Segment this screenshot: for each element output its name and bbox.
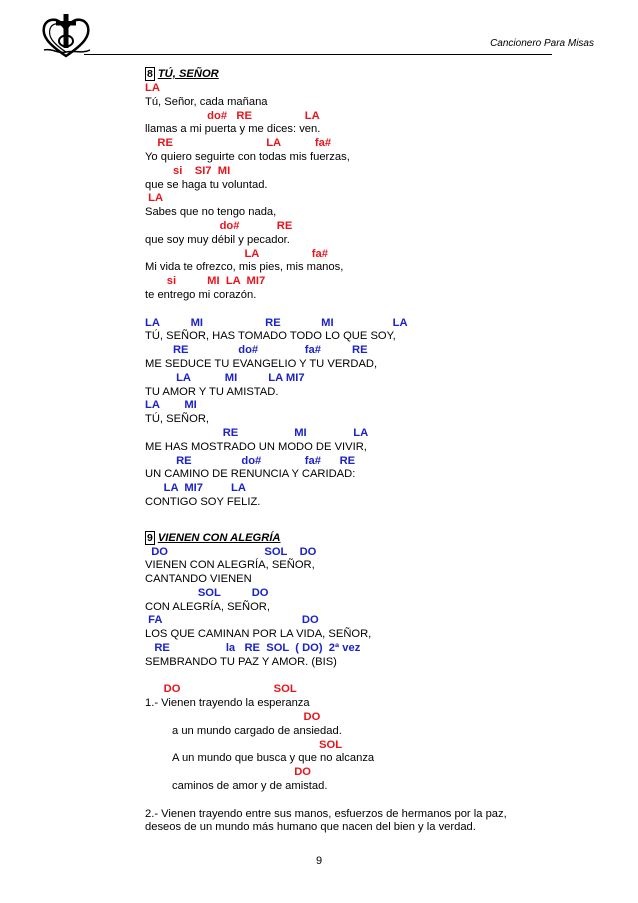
chord-line: RE la RE SOL ( DO) 2ª vez <box>145 642 361 655</box>
lyric-line: CON ALEGRÍA, SEÑOR, <box>145 600 270 613</box>
chord-line: LA <box>145 192 164 205</box>
chord-line: LA MI LA MI7 <box>145 371 305 384</box>
chord-line: LA fa# <box>145 247 328 260</box>
lyric-line: deseos de un mundo más humano que nacen del bien y la verdad. <box>145 821 476 834</box>
song-title-9 <box>145 532 565 546</box>
song-9-lines <box>145 546 565 836</box>
chord-line: SOL DO <box>145 586 269 599</box>
lyric-line: CONTIGO SOY FELIZ. <box>145 495 261 508</box>
lyric-line: Tú, Señor, cada mañana <box>145 95 268 108</box>
lyric-line: UN CAMINO DE RENUNCIA Y CARIDAD: <box>145 468 356 481</box>
lyric-line: TU AMOR Y TU AMISTAD. <box>145 385 279 398</box>
verse-gap <box>145 794 565 808</box>
lyric-line: que se haga tu voluntad. <box>145 178 268 191</box>
lyric-line: llamas a mi puerta y me dices: ven. <box>145 123 321 136</box>
lyric-line: 2.- Vienen trayendo entre sus manos, esfuerzos de hermanos por la paz, <box>145 807 507 820</box>
chord-line: DO SOL <box>145 683 297 696</box>
chord-line: do# RE LA <box>145 109 320 122</box>
chord-line: si SI7 MI <box>145 164 231 177</box>
chord-line: LA MI7 LA <box>145 482 246 495</box>
lyric-line: ME SEDUCE TU EVANGELIO Y TU VERDAD, <box>145 357 378 370</box>
lyric-line: TÚ, SEÑOR, <box>145 413 210 426</box>
chord-line: RE MI LA <box>145 426 369 439</box>
song-content <box>145 68 565 835</box>
song-name: VIENEN CON ALEGRÍA <box>157 531 281 544</box>
song-title-8 <box>145 68 565 82</box>
lyric-line: caminos de amor y de amistad. <box>172 780 328 793</box>
chord-line: LA MI RE MI LA <box>145 316 408 329</box>
chord-line: FA DO <box>145 614 319 627</box>
lyric-line: A un mundo que busca y que no alcanza <box>172 752 375 765</box>
chord-line: DO <box>145 711 321 724</box>
lyric-line: 1.- Vienen trayendo la esperanza <box>145 697 310 710</box>
chord-line: RE do# fa# RE <box>145 454 356 467</box>
lyric-line: ME HAS MOSTRADO UN MODO DE VIVIR, <box>145 440 367 453</box>
lyric-line: CANTANDO VIENEN <box>145 573 252 586</box>
chord-line: RE do# fa# RE <box>145 344 368 357</box>
section-gap <box>145 524 565 532</box>
song-number: 8 <box>147 68 153 80</box>
header-rule <box>84 54 552 55</box>
lyric-line: Mi vida te ofrezco, mis pies, mis manos, <box>145 261 344 274</box>
verse-gap <box>145 303 565 317</box>
chord-line: LA MI <box>145 399 197 412</box>
lyric-line: te entrego mi corazón. <box>145 288 257 301</box>
lyric-line: que soy muy débil y pecador. <box>145 233 290 246</box>
song-number: 9 <box>147 531 153 544</box>
lyric-line: Yo quiero seguirte con todas mis fuerzas, <box>145 150 350 163</box>
chord-line: RE LA fa# <box>145 137 332 150</box>
chord-line: LA <box>145 82 160 94</box>
section-gap <box>145 510 565 524</box>
page-number: 9 <box>315 855 323 867</box>
lyric-line: SEMBRANDO TU PAZ Y AMOR. (BIS) <box>145 655 337 668</box>
chord-line: do# RE <box>145 219 293 232</box>
verse-gap <box>145 670 565 684</box>
lyric-line: TÚ, SEÑOR, HAS TOMADO TODO LO QUE SOY, <box>145 330 396 343</box>
chord-line: si MI LA MI7 <box>145 275 266 288</box>
lyric-line: LOS QUE CAMINAN POR LA VIDA, SEÑOR, <box>145 628 372 641</box>
chord-line: DO SOL DO <box>145 545 317 558</box>
lyric-line: Sabes que no tengo nada, <box>145 206 277 219</box>
lyric-line: a un mundo cargado de ansiedad. <box>172 724 342 737</box>
song-8-lines <box>145 82 565 510</box>
song-name: TÚ, SEÑOR <box>157 68 219 80</box>
chord-line: DO <box>145 766 311 779</box>
lyric-line: VIENEN CON ALEGRÍA, SEÑOR, <box>145 559 315 572</box>
header-title: Cancionero Para Misas <box>490 38 594 49</box>
chord-line: SOL <box>145 738 343 751</box>
